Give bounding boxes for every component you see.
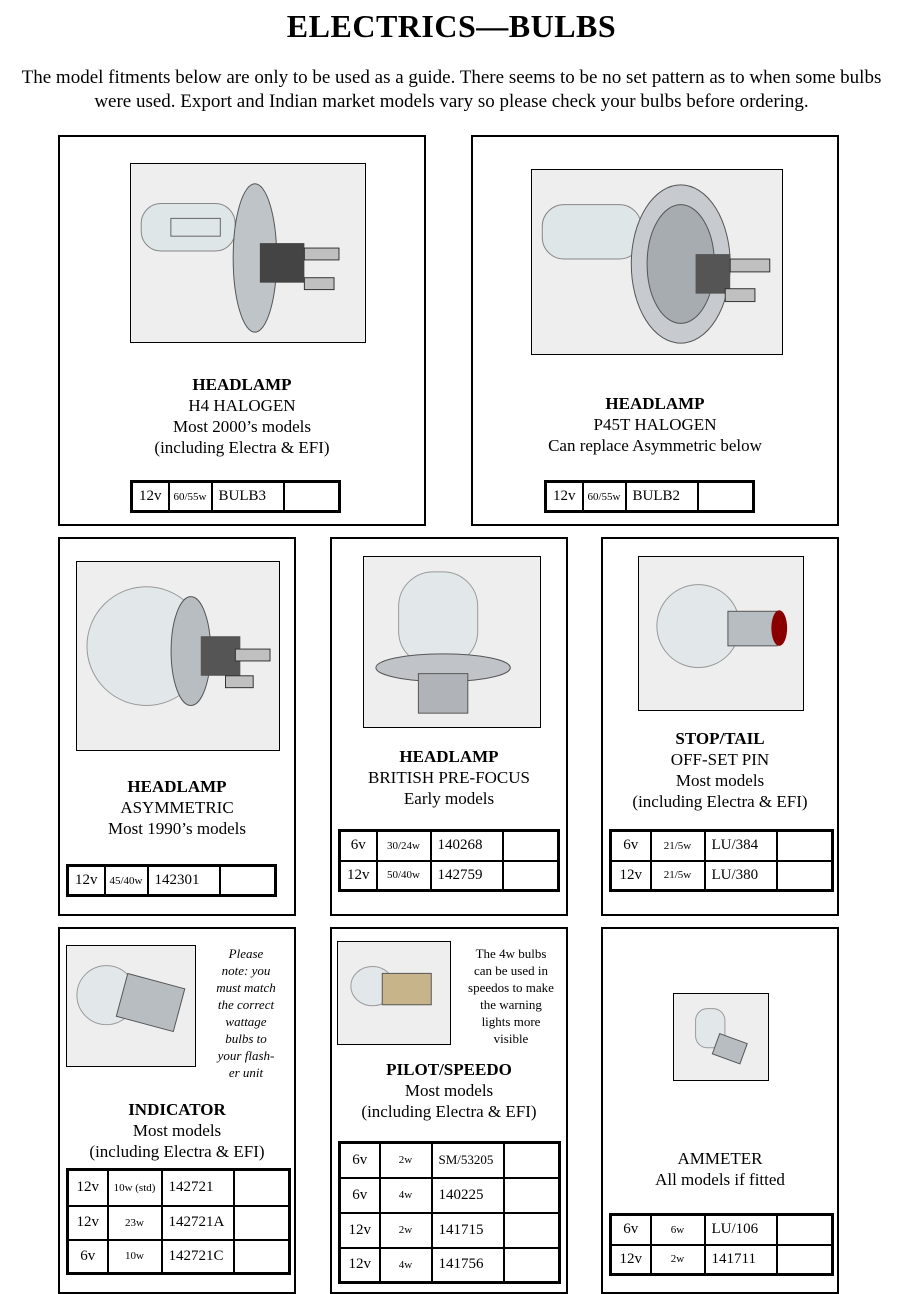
spec-table — [66, 1168, 291, 1275]
table-row — [611, 831, 833, 861]
h4-caption — [60, 374, 424, 458]
card-line: (including Electra & EFI) — [154, 438, 330, 457]
card-title: HEADLAMP — [399, 747, 499, 766]
card-title: STOP/TAIL — [675, 729, 765, 748]
card-british-pre-focus — [330, 537, 568, 916]
table-row — [611, 1245, 833, 1275]
card-stop-tail — [601, 537, 839, 916]
card-line: Most models — [132, 1121, 222, 1140]
note-line: the warning — [480, 997, 542, 1012]
wattage-cell: 6w — [651, 1215, 705, 1245]
part-number-cell: BULB2 — [626, 482, 698, 512]
card-line: H4 HALOGEN — [188, 396, 296, 415]
voltage-cell: 6v — [340, 1178, 380, 1213]
note-line: can be used in — [473, 963, 548, 978]
voltage-cell: 6v — [611, 831, 651, 861]
spec-table — [609, 829, 834, 892]
card-line: All models if fitted — [655, 1170, 785, 1189]
card-line: BRITISH PRE-FOCUS — [367, 768, 530, 787]
card-pilot-speedo — [330, 927, 568, 1294]
spec-table — [544, 480, 755, 513]
part-number-cell: 142721 — [162, 1170, 234, 1206]
wattage-cell: 50/40w — [377, 861, 431, 891]
p45t-caption — [473, 393, 837, 456]
spec-table — [609, 1213, 834, 1276]
part-number-cell: LU/106 — [705, 1215, 777, 1245]
table-row — [340, 1248, 560, 1283]
pre-focus-caption — [332, 746, 566, 809]
card-title: HEADLAMP — [192, 375, 292, 394]
card-line: (including Electra & EFI) — [361, 1102, 537, 1121]
spec-table — [338, 1141, 561, 1284]
h4-bulb-photo — [130, 163, 366, 343]
table-row — [340, 831, 559, 861]
note-line: the correct — [217, 997, 275, 1012]
voltage-cell: 12v — [611, 1245, 651, 1275]
ammeter-bulb-photo — [673, 993, 769, 1081]
part-number-cell: 140225 — [432, 1178, 504, 1213]
card-line: Most 1990’s models — [108, 819, 246, 838]
card-line: Most 2000’s models — [173, 417, 311, 436]
note-line: Please — [228, 946, 264, 961]
blank-cell — [777, 1215, 833, 1245]
blank-cell — [234, 1240, 290, 1274]
wattage-cell: 2w — [651, 1245, 705, 1275]
blank-cell — [503, 861, 559, 891]
wattage-cell: 4w — [380, 1178, 432, 1213]
pilot-speedo-caption — [332, 1059, 566, 1122]
card-title: HEADLAMP — [605, 394, 705, 413]
card-ammeter — [601, 927, 839, 1294]
card-line: P45T HALOGEN — [593, 415, 717, 434]
note-line: your flash- — [217, 1048, 275, 1063]
spec-table — [130, 480, 341, 513]
card-title: PILOT/SPEEDO — [386, 1060, 512, 1079]
wattage-cell: 21/5w — [651, 861, 705, 891]
voltage-cell: 6v — [611, 1215, 651, 1245]
table-row — [68, 1240, 290, 1274]
spec-table — [66, 864, 277, 897]
part-number-cell: LU/380 — [705, 861, 777, 891]
voltage-cell: 6v — [340, 1143, 380, 1178]
voltage-cell: 12v — [340, 1213, 380, 1248]
indicator-note — [202, 945, 290, 1081]
card-asymmetric — [58, 537, 296, 916]
blank-cell — [777, 831, 833, 861]
wattage-cell: 60/55w — [169, 482, 212, 512]
note-line: lights more — [481, 1014, 541, 1029]
blank-cell — [284, 482, 340, 512]
table-row — [68, 1170, 290, 1206]
card-line: (including Electra & EFI) — [632, 792, 808, 811]
blank-cell — [504, 1178, 560, 1213]
pre-focus-bulb-photo — [363, 556, 541, 728]
p45t-bulb-photo — [531, 169, 783, 355]
wattage-cell: 21/5w — [651, 831, 705, 861]
wattage-cell: 23w — [108, 1206, 162, 1240]
indicator-bulb-photo — [66, 945, 196, 1067]
stop-tail-bulb-photo — [638, 556, 804, 711]
note-line: bulbs to — [225, 1031, 267, 1046]
card-h4-halogen — [58, 135, 426, 526]
card-line: OFF-SET PIN — [670, 750, 770, 769]
blank-cell — [504, 1143, 560, 1178]
stop-tail-caption — [603, 728, 837, 812]
page-title: ELECTRICS—BULBS — [286, 8, 617, 44]
table-row — [546, 482, 754, 512]
card-title: AMMETER — [677, 1149, 763, 1168]
voltage-cell: 12v — [611, 861, 651, 891]
table-row — [68, 1206, 290, 1240]
part-number-cell: 141756 — [432, 1248, 504, 1283]
card-title: INDICATOR — [128, 1100, 226, 1119]
note-line: visible — [493, 1031, 529, 1046]
note-line: speedos to make — [468, 980, 554, 995]
table-row — [340, 1178, 560, 1213]
table-row — [132, 482, 340, 512]
voltage-cell: 12v — [68, 1206, 108, 1240]
table-row — [611, 861, 833, 891]
wattage-cell: 2w — [380, 1143, 432, 1178]
voltage-cell: 12v — [546, 482, 583, 512]
blank-cell — [698, 482, 754, 512]
asymmetric-bulb-photo — [76, 561, 280, 751]
part-number-cell: 142721A — [162, 1206, 234, 1240]
card-line: Can replace Asymmetric below — [548, 436, 762, 455]
card-line: Early models — [403, 789, 495, 808]
note-line: wattage — [225, 1014, 267, 1029]
blank-cell — [777, 861, 833, 891]
voltage-cell: 12v — [340, 1248, 380, 1283]
voltage-cell: 12v — [68, 866, 105, 896]
card-indicator — [58, 927, 296, 1294]
table-row — [611, 1215, 833, 1245]
part-number-cell: LU/384 — [705, 831, 777, 861]
blank-cell — [504, 1248, 560, 1283]
wattage-cell: 2w — [380, 1213, 432, 1248]
card-line: Most models — [404, 1081, 494, 1100]
pilot-speedo-bulb-photo — [337, 941, 451, 1045]
part-number-cell: 142759 — [431, 861, 503, 891]
blank-cell — [234, 1206, 290, 1240]
card-line: ASYMMETRIC — [120, 798, 234, 817]
note-line: must match — [216, 980, 276, 995]
voltage-cell: 6v — [340, 831, 377, 861]
wattage-cell: 45/40w — [105, 866, 148, 896]
ammeter-caption — [603, 1148, 837, 1190]
wattage-cell: 10w (std) — [108, 1170, 162, 1206]
blank-cell — [777, 1245, 833, 1275]
card-line: (including Electra & EFI) — [89, 1142, 265, 1161]
table-row — [68, 866, 276, 896]
card-p45t-halogen — [471, 135, 839, 526]
table-row — [340, 861, 559, 891]
part-number-cell: 142301 — [148, 866, 220, 896]
wattage-cell: 4w — [380, 1248, 432, 1283]
table-row — [340, 1213, 560, 1248]
blank-cell — [234, 1170, 290, 1206]
table-row — [340, 1143, 560, 1178]
wattage-cell: 60/55w — [583, 482, 626, 512]
indicator-caption — [60, 1099, 294, 1162]
voltage-cell: 6v — [68, 1240, 108, 1274]
card-line: Most models — [675, 771, 765, 790]
voltage-cell: 12v — [68, 1170, 108, 1206]
blank-cell — [503, 831, 559, 861]
part-number-cell: BULB3 — [212, 482, 284, 512]
intro-text: The model fitments below are only to be used as a guide. There seems to be no set pattern as to when some bulbs were used. Export and Indian market models vary so please check your bulbs before ordering. — [21, 67, 882, 112]
part-number-cell: 142721C — [162, 1240, 234, 1274]
part-number-cell: 140268 — [431, 831, 503, 861]
blank-cell — [220, 866, 276, 896]
note-line: note: you — [221, 963, 271, 978]
part-number-cell: 141711 — [705, 1245, 777, 1275]
note-line: er unit — [228, 1065, 264, 1080]
asymmetric-caption — [60, 776, 294, 839]
note-line: The 4w bulbs — [475, 946, 547, 961]
pilot-speedo-note — [456, 945, 566, 1047]
spec-table — [338, 829, 560, 892]
card-title: HEADLAMP — [127, 777, 227, 796]
part-number-cell: SM/53205 — [432, 1143, 504, 1178]
wattage-cell: 10w — [108, 1240, 162, 1274]
wattage-cell: 30/24w — [377, 831, 431, 861]
voltage-cell: 12v — [340, 861, 377, 891]
part-number-cell: 141715 — [432, 1213, 504, 1248]
blank-cell — [504, 1213, 560, 1248]
voltage-cell: 12v — [132, 482, 169, 512]
